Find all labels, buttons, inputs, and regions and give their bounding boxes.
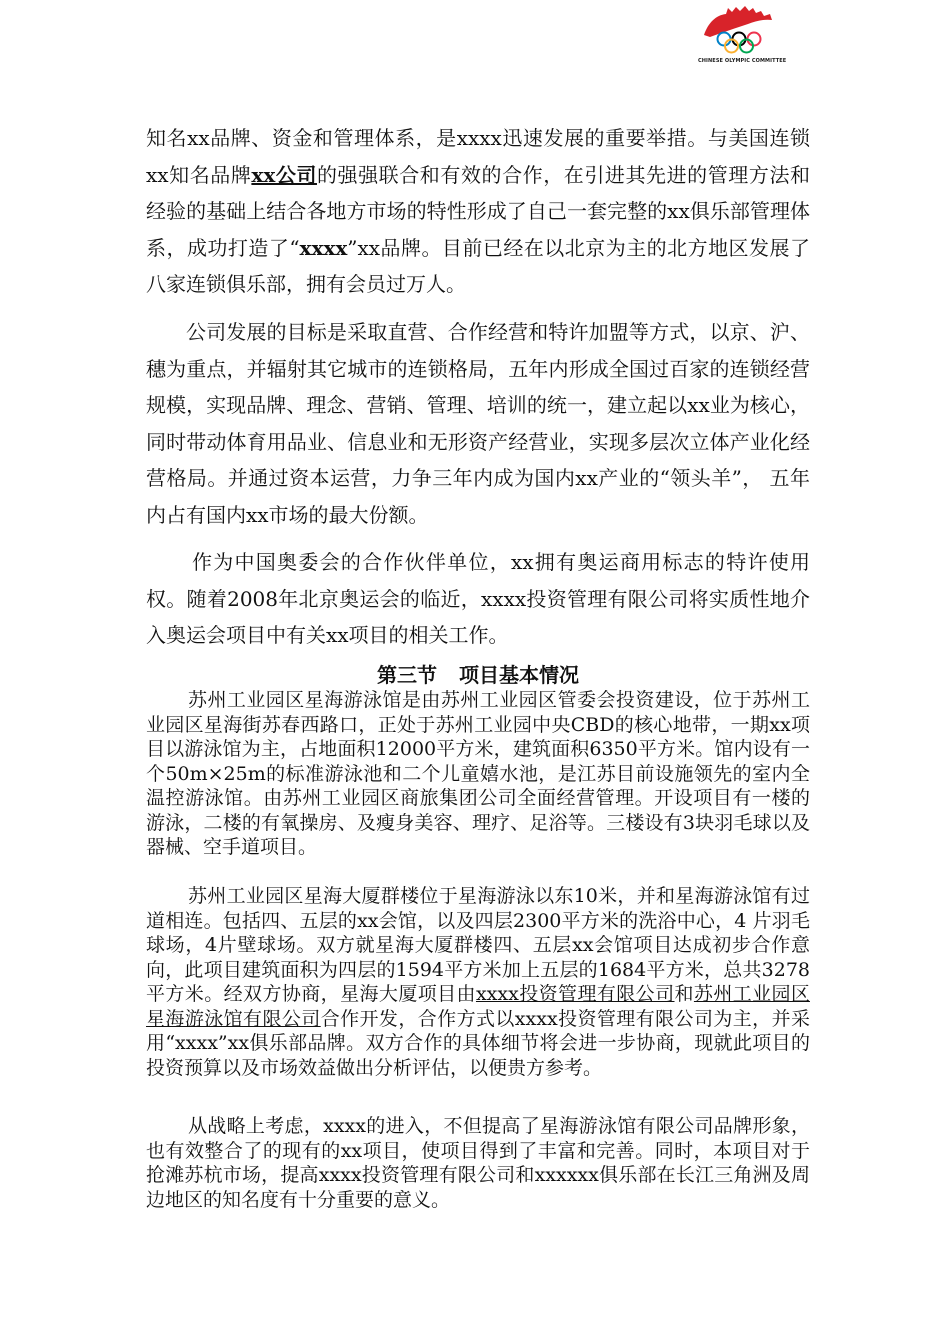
- s2-text-3: 合作开发，合作方式以xxxx投资管理有限公司为主，并采用“xxxx”xx俱乐部品牌。双方合作的具体细节将会进一步协商，现就此项目的投资预算以及市场效益做出分析评估，以便贵方参考。: [146, 1007, 810, 1079]
- s2-text-2: 和: [674, 983, 694, 1005]
- brand-name: xxxx: [299, 235, 348, 260]
- investment-company-link[interactable]: xxxx投资管理有限公司: [475, 983, 675, 1005]
- swimming-hall-company-link[interactable]: 苏州工业园区星海游泳馆有限公司: [146, 983, 810, 1030]
- logo-caption: CHINESE OLYMPIC COMMITTEE: [698, 58, 787, 64]
- ring-black-icon: [733, 33, 746, 46]
- intro-paragraph: [146, 120, 810, 303]
- olympic-logo-graphic: [698, 5, 780, 57]
- section-heading: [146, 662, 810, 688]
- xinghai-building-paragraph: [146, 884, 810, 1080]
- p1-text-3: ”xx品牌。目前已经在以北京为主的北方地区发展了八家连锁俱乐部，拥有会员过万人。: [146, 235, 810, 297]
- ring-blue-icon: [718, 33, 731, 46]
- section-label: 第三节: [377, 663, 437, 687]
- swimming-hall-paragraph: 苏州工业园区星海游泳馆是由苏州工业园区管委会投资建设，位于苏州工业园区星海街苏春西路口，正处于苏州工业园中央CBD的核心地带，一期xx项目以游泳馆为主，占地面积12000平方米，建筑面积6350平方米。馆内设有一个50m×25m的标准游泳池和二个儿童嬉水池，是江苏目前设施领先的室内全温控游泳馆。由苏州工业园区商旅集团公司全面经营管理。开设项目有一楼的游泳，二楼的有氧操房、及瘦身美容、理疗、足浴等。三楼设有3块羽毛球以及器械、空手道项目。: [146, 689, 810, 858]
- p1-text-1: 知名xx品牌、资金和管理体系，是xxxx迅速发展的重要举措。与美国连锁xx知名品牌: [146, 126, 810, 187]
- ring-green-icon: [740, 40, 753, 53]
- chinese-olympic-committee-logo: [698, 5, 787, 67]
- p1-text-2: 的强强联合和有效的合作，在引进其先进的管理方法和经验的基础上结合各地方市场的特性形成了自己一套完整的xx俱乐部管理体系，成功打造了“: [146, 162, 811, 260]
- partner-company-link[interactable]: xx公司: [251, 162, 317, 187]
- company-goals-paragraph: 公司发展的目标是采取直营、合作经营和特许加盟等方式，以京、沪、穗为重点，并辐射其它城市的连锁格局，五年内形成全国过百家的连锁经营规模，实现品牌、理念、营销、管理、培训的统一，建立起以xx业为核心，同时带动体育用品业、信息业和无形资产经营业，实现多层次立体产业化经营格局。并通过资本运营，力争三年内成为国内xx产业的“领头羊”， 五年内占有国内xx市场的最大份额。: [146, 320, 810, 527]
- strategy-paragraph: 从战略上考虑，xxxx的进入，不但提高了星海游泳馆有限公司品牌形象，也有效整合了的现有的xx项目，使项目得到了丰富和完善。同时，本项目对于抢滩苏杭市场，提高xxxx投资管理有限公司和xxxxxx俱乐部在长江三角洲及周边地区的知名度有十分重要的意义。: [146, 1115, 810, 1211]
- ring-red-icon: [748, 33, 761, 46]
- olympic-partner-paragraph: 作为中国奥委会的合作伙伴单位，xx拥有奥运商用标志的特许使用权。随着2008年北京奥运会的临近，xxxx投资管理有限公司将实质性地介入奥运会项目中有关xx项目的相关工作。: [146, 550, 810, 648]
- ring-yellow-icon: [725, 40, 738, 53]
- section-title: 项目基本情况: [459, 663, 579, 687]
- s2-text-1: 苏州工业园区星海大厦群楼位于星海游泳以东10米，并和星海游泳馆有过道相连。包括四、五层的xx会馆，以及四层2300平方米的洗浴中心，4 片羽毛球场，4片壁球场。双方就星海大厦群楼四、五层xx会馆项目达成初步合作意向，此项目建筑面积为四层的1594平方米加上五层的1684平方米，总共3278平方米。经双方协商，星海大厦项目由: [146, 885, 810, 1005]
